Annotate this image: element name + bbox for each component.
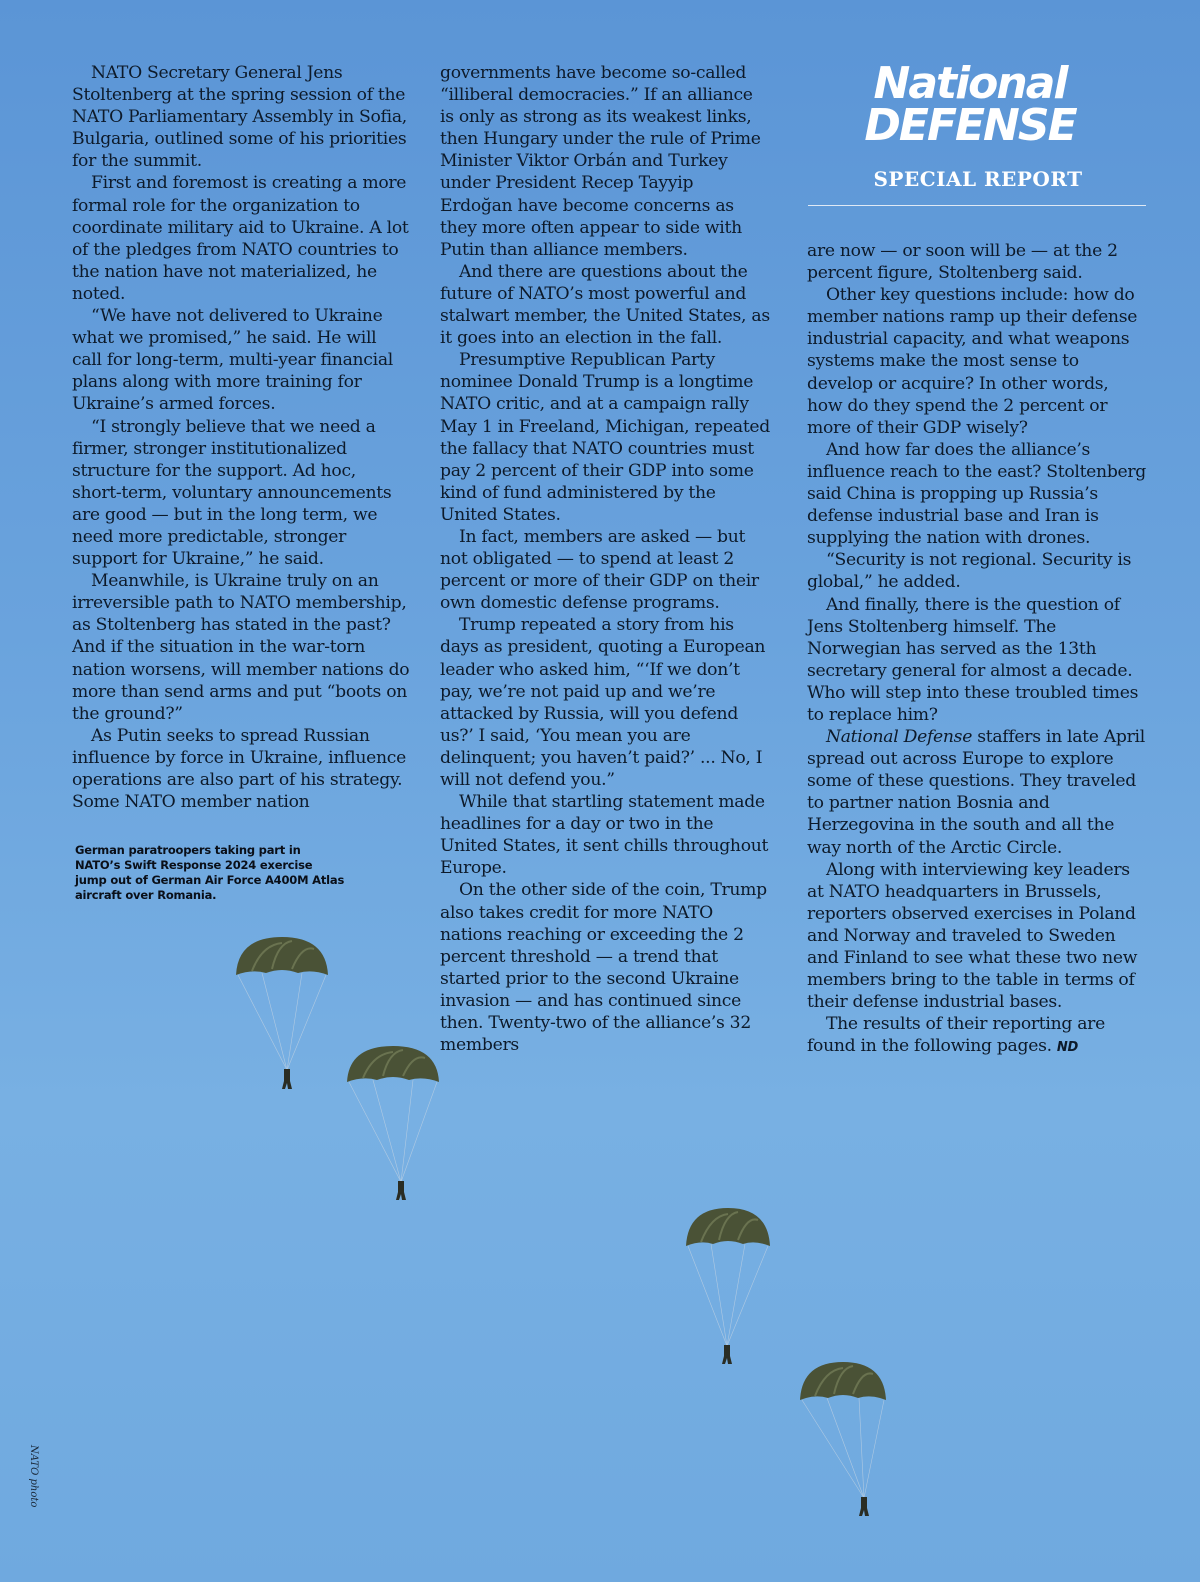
col3-continuation: are now — or soon will be — at the 2 percent figure, Stoltenberg said. <box>807 241 1118 284</box>
col1-paragraph-2: First and foremost is creating a more formal role for the organization to coordinate military aid to Ukraine. A lot of the pledges from NATO countries to the nation have not materialized, he noted. <box>72 173 409 304</box>
col3-paragraph-5-text: staffers in late April spread out across Europe to explore some of these questions. They traveled to partner nation Bosnia and Herzegovina in the south and all the way north of the Arctic Circle. <box>807 727 1145 858</box>
logo-line-1: National <box>873 58 1067 109</box>
photo-caption: German paratroopers taking part in NATO’s Swift Response 2024 exercise jump out of German Air Force A400M Atlas aircraft over Romania. <box>75 843 345 902</box>
col3-paragraph-3: “Security is not regional. Security is global,” he added. <box>807 550 1132 593</box>
paratrooper-1 <box>232 935 332 1095</box>
col3-final-text: The results of their reporting are found in the following pages. <box>807 1014 1105 1057</box>
col3-paragraph-5 <box>807 726 1147 859</box>
nd-signoff: ND <box>1056 1040 1078 1056</box>
col2-paragraph-2: Presumptive Republican Party nominee Donald Trump is a longtime NATO critic, and at a campaign rally May 1 in Freeland, Michigan, repeated the fallacy that NATO countries must pay 2 percent of their GDP into some kind of fund administered by the United States. <box>440 350 770 525</box>
col3-paragraph-7 <box>807 1013 1147 1059</box>
col3-paragraph-1: Other key questions include: how do member nations ramp up their defense industrial capacity, and what weapons systems make the most sense to develop or acquire? In other words, how do they spend the 2 percent or more of their GDP wisely? <box>807 285 1138 438</box>
publication-name: National Defense <box>826 727 973 748</box>
col3-paragraph-6: Along with interviewing key leaders at NATO headquarters in Brussels, reporters observed exercises in Poland and Norway and traveled to Sweden and Finland to see what these two new members bring to the table in terms of their defense industrial bases. <box>807 859 1138 1013</box>
col1-paragraph-6: As Putin seeks to spread Russian influence by force in Ukraine, influence operations are also part of his strategy. Some NATO member nation <box>72 725 406 813</box>
col2-continuation: governments have become so-called “illiberal democracies.” If an alliance is only as strong as its weakest links, then Hungary under the rule of Prime Minister Viktor Orbán and Turkey under President Recep Tayyip Erdoğan have become concerns as they more often appear to side with Putin than alliance members. <box>440 63 761 260</box>
paratrooper-2 <box>343 1044 443 1204</box>
col1-paragraph-5: Meanwhile, is Ukraine truly on an irreversible path to NATO membership, as Stoltenberg has stated in the past? And if the situation in the war-torn nation worsens, will member nations do more than send arms and put “boots on the ground?” <box>72 571 410 724</box>
article-column-1 <box>72 62 410 813</box>
logo-line-2: DEFENSE <box>864 100 1076 151</box>
col2-paragraph-3: In fact, members are asked — but not obligated — to spend at least 2 percent or more of their GDP on their own domestic defense programs. <box>440 526 759 614</box>
header-divider <box>808 205 1146 206</box>
national-defense-logo <box>860 58 1080 151</box>
paratrooper-4 <box>797 1360 889 1520</box>
article-column-2 <box>440 62 770 1056</box>
col1-paragraph-4: “I strongly believe that we need a firmer, stronger institutionalized structure for the support. Ad hoc, short-term, voluntary announcements are good — but in the long term, we need more predictable, stronger support for Ukraine,” he said. <box>72 416 392 570</box>
paratrooper-3 <box>683 1206 773 1371</box>
col3-paragraph-2: And how far does the alliance’s influence reach to the east? Stoltenberg said China is propping up Russia’s defense industrial base and Iran is supplying the nation with drones. <box>807 439 1147 549</box>
col2-paragraph-6: On the other side of the coin, Trump also takes credit for more NATO nations reaching or exceeding the 2 percent threshold — a trend that started prior to the second Ukraine invasion — and has continued since then. Twenty-two of the alliance’s 32 members <box>440 880 767 1056</box>
special-report-label: SPECIAL REPORT <box>873 167 1083 191</box>
col2-paragraph-4: Trump repeated a story from his days as president, quoting a European leader who asked him, “‘If we don’t pay, we’re not paid up and we’re attacked by Russia, will you defend us?’ I said, ‘You mean you are delinquent; you haven’t paid?’ ... No, I will not defend you.” <box>440 615 766 790</box>
col1-paragraph-1: NATO Secretary General Jens Stoltenberg at the spring session of the NATO Parliamentary Assembly in Sofia, Bulgaria, outlined some of his priorities for the summit. <box>72 63 407 172</box>
col3-paragraph-4: And finally, there is the question of Jens Stoltenberg himself. The Norwegian has served as the 13th secretary general for almost a decade. Who will step into these troubled times to replace him? <box>807 594 1139 725</box>
col2-paragraph-1: And there are questions about the future of NATO’s most powerful and stalwart member, the United States, as it goes into an election in the fall. <box>440 261 770 349</box>
col2-paragraph-5: While that startling statement made headlines for a day or two in the United States, it sent chills throughout Europe. <box>440 792 769 879</box>
col1-paragraph-3: “We have not delivered to Ukraine what we promised,” he said. He will call for long-term, multi-year financial plans along with more training for Ukraine’s armed forces. <box>72 306 393 415</box>
article-column-3 <box>807 240 1147 1059</box>
photo-credit: NATO photo <box>28 1445 39 1508</box>
